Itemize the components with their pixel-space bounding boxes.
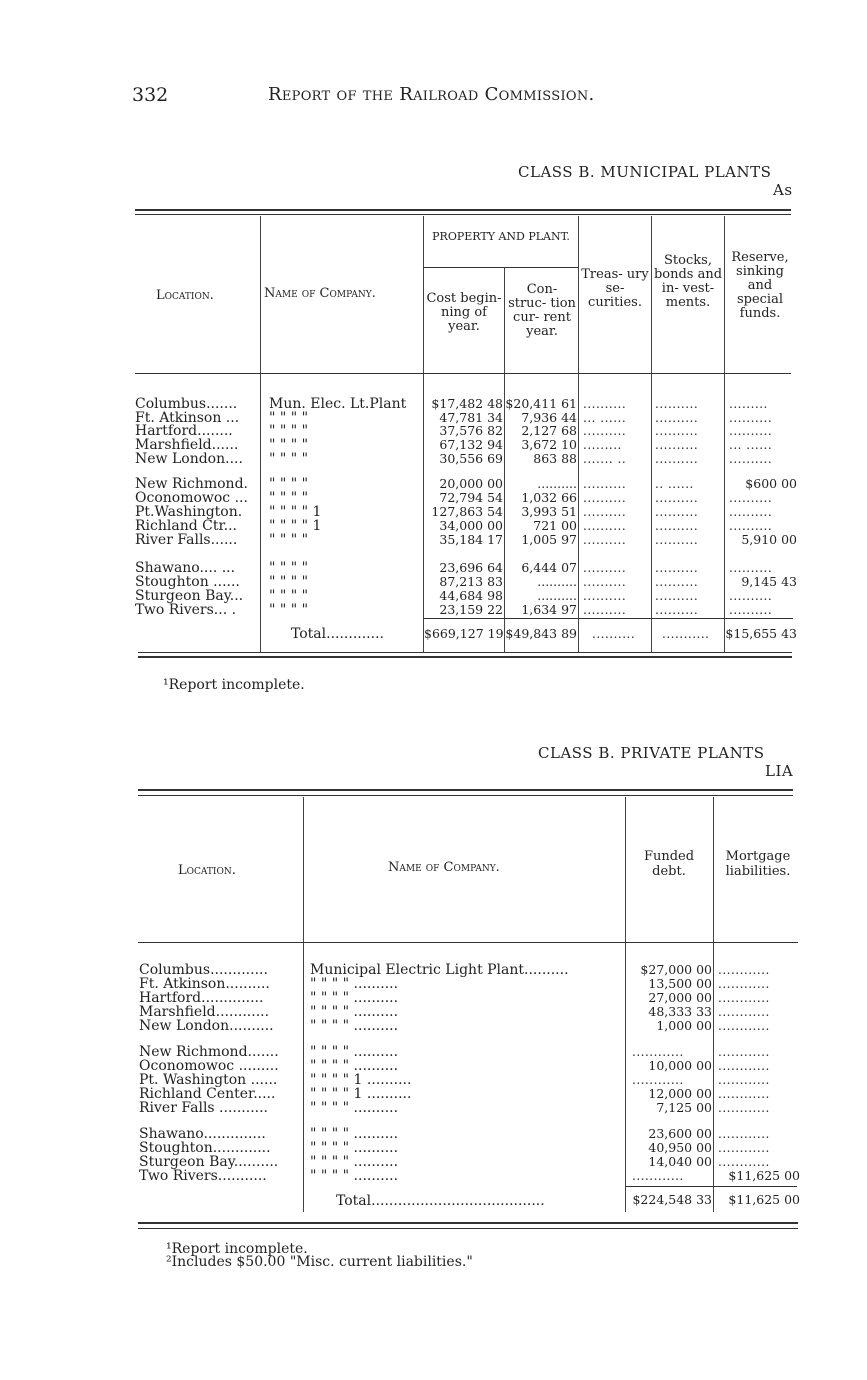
- table1-stocks-cell: ..........: [655, 519, 699, 533]
- table1-total-stocks: ...........: [662, 627, 710, 641]
- table2-mortgage-cell: ............: [718, 1059, 770, 1073]
- table2-funded-cell: 12,000 00: [648, 1086, 712, 1101]
- table1-company-cell: " " " ": [269, 451, 309, 467]
- table1-cost-cell: 34,000 00: [439, 518, 503, 533]
- table2-total-funded: $224,548 33: [632, 1192, 712, 1207]
- table2-mortgage-cell: ............: [718, 1005, 770, 1019]
- table1-cost-cell: 23,696 64: [439, 560, 503, 575]
- table1-treasury-cell: ..........: [583, 575, 627, 589]
- table1-treasury-cell: .........: [583, 438, 622, 452]
- table1-header-stocks: Stocks, bonds and in- vest- ments.: [653, 253, 723, 310]
- table1-total-label: Total.............: [291, 626, 384, 642]
- table2-company-cell: " " " " ..........: [310, 1168, 399, 1184]
- table2-location-cell: River Falls ...........: [139, 1100, 269, 1116]
- table1-treasury-cell: ..........: [583, 424, 627, 438]
- table2-total-rule: [625, 1186, 797, 1187]
- table1-company-cell: " " " ": [269, 410, 309, 426]
- table1-cost-cell: 72,794 54: [439, 490, 503, 505]
- table2-mortgage-cell: ............: [718, 1141, 770, 1155]
- table1-treasury-cell: ..........: [583, 397, 627, 411]
- table1-company-cell: " " " ": [269, 476, 309, 492]
- table1-header-reserve: Reserve, sinking and special funds.: [731, 250, 789, 321]
- table1-header-treasury: Treas- ury se- curities.: [581, 267, 649, 310]
- table1-treasury-cell: ..........: [583, 519, 627, 533]
- table1-location-cell: Marshfield......: [135, 437, 239, 453]
- table1-location-cell: Oconomowoc ...: [135, 490, 248, 506]
- table2-company-cell: " " " " ..........: [310, 1058, 399, 1074]
- table1-col-divider: [260, 216, 261, 652]
- table1-total-rule: [423, 618, 793, 619]
- table1-reserve-cell: ..........: [729, 589, 773, 603]
- table2-mortgage-cell: ............: [718, 1101, 770, 1115]
- table2-mortgage-cell: ............: [718, 1019, 770, 1033]
- table2-company-cell: Municipal Electric Light Plant..........: [310, 962, 569, 978]
- table2-company-cell: " " " " ..........: [310, 1154, 399, 1170]
- table1-company-cell: " " " " 1: [269, 504, 322, 520]
- table1-construction-cell: 863 88: [533, 451, 577, 466]
- table1-cost-cell: 87,213 83: [439, 574, 503, 589]
- table1-bottom-rule-thick: [138, 656, 792, 658]
- table2-funded-cell: 7,125 00: [656, 1100, 712, 1115]
- table1-location-cell: New Richmond.: [135, 476, 248, 492]
- table2-company-cell: " " " " 1 ..........: [310, 1086, 412, 1102]
- table1-stocks-cell: ..........: [655, 424, 699, 438]
- table1-header-location: Location.: [156, 288, 214, 303]
- table1-total-treasury: ..........: [592, 627, 636, 641]
- table2-class-sub: LIA: [765, 762, 794, 780]
- table2-location-cell: Hartford..............: [139, 990, 264, 1006]
- table2-mortgage-cell: ............: [718, 1155, 770, 1169]
- table2-location-cell: Marshfield............: [139, 1004, 270, 1020]
- table1-reserve-cell: ..........: [729, 505, 773, 519]
- table2-funded-cell: ............: [632, 1073, 684, 1087]
- table1-treasury-cell: ..........: [583, 491, 627, 505]
- table1-construction-cell: 1,005 97: [521, 532, 577, 547]
- table1-stocks-cell: ..........: [655, 561, 699, 575]
- table2-location-cell: Richland Center.....: [139, 1086, 276, 1102]
- table2-bottom-rule-thin: [138, 1228, 798, 1229]
- page-title: Report of the Railroad Commission.: [268, 84, 595, 105]
- table1-bottom-rule: [138, 652, 792, 653]
- table1-treasury-cell: ..........: [583, 505, 627, 519]
- table2-top-rule: [138, 789, 793, 791]
- table1-cost-cell: 37,576 82: [439, 423, 503, 438]
- table2-location-cell: Columbus.............: [139, 962, 268, 978]
- table2-header-funded: Funded debt.: [643, 849, 695, 879]
- table2-footnote-1: ¹Report incomplete.: [166, 1241, 308, 1257]
- table1-col-divider: [651, 216, 652, 652]
- table1-construction-cell: 7,936 44: [521, 410, 577, 425]
- table1-reserve-cell: 5,910 00: [741, 532, 797, 547]
- table1-total-cost: $669,127 19: [424, 626, 504, 641]
- table1-location-cell: Two Rivers... .: [135, 602, 237, 618]
- table2-funded-cell: ............: [632, 1045, 684, 1059]
- table1-header-company: Name of Company.: [264, 286, 376, 301]
- table2-company-cell: " " " " ..........: [310, 1100, 399, 1116]
- table2-company-cell: " " " " ..........: [310, 1018, 399, 1034]
- table1-construction-cell: 721 00: [533, 518, 577, 533]
- table1-company-cell: " " " ": [269, 437, 309, 453]
- table1-group-rule: [423, 267, 578, 268]
- table1-location-cell: Ft. Atkinson ...: [135, 410, 240, 426]
- table1-stocks-cell: ..........: [655, 452, 699, 466]
- table1-header-construction: Con- struc- tion cur- rent year.: [508, 282, 576, 339]
- table2-mortgage-cell: ............: [718, 963, 770, 977]
- table1-reserve-cell: .........: [729, 397, 768, 411]
- table2-class-line: CLASS B. PRIVATE PLANTS: [538, 744, 765, 762]
- table1-stocks-cell: .. ......: [655, 477, 694, 491]
- table1-cost-cell: 35,184 17: [439, 532, 503, 547]
- table2-top-rule-thin: [138, 795, 793, 796]
- table1-company-cell: " " " ": [269, 588, 309, 604]
- table1-stocks-cell: ..........: [655, 589, 699, 603]
- table1-construction-cell: ..........: [537, 476, 577, 491]
- table1-construction-cell: 3,672 10: [521, 437, 577, 452]
- table1-cost-cell: $17,482 48: [431, 396, 503, 411]
- table2-mortgage-cell: ............: [718, 1127, 770, 1141]
- table2-location-cell: Ft. Atkinson..........: [139, 976, 270, 992]
- table2-location-cell: New Richmond.......: [139, 1044, 279, 1060]
- page-number: 332: [132, 84, 169, 106]
- table2-location-cell: Pt. Washington ......: [139, 1072, 278, 1088]
- table1-location-cell: Columbus.......: [135, 396, 238, 412]
- table1-stocks-cell: ..........: [655, 411, 699, 425]
- table2-footnote-2: ²Includes $50.00 "Misc. current liabilities.": [166, 1254, 473, 1270]
- table1-construction-cell: 1,032 66: [521, 490, 577, 505]
- table1-construction-cell: ..........: [537, 574, 577, 589]
- table2-header-location: Location.: [178, 863, 236, 878]
- table1-reserve-cell: ... ......: [729, 438, 773, 452]
- table2-funded-cell: 14,040 00: [648, 1154, 712, 1169]
- table1-reserve-cell: ..........: [729, 411, 773, 425]
- table2-location-cell: Two Rivers...........: [139, 1168, 267, 1184]
- table1-class-line: CLASS B. MUNICIPAL PLANTS: [518, 163, 772, 181]
- table1-treasury-cell: ....... ..: [583, 452, 627, 466]
- table1-company-cell: " " " ": [269, 532, 309, 548]
- table1-construction-cell: 1,634 97: [521, 602, 577, 617]
- table2-mortgage-cell: ............: [718, 991, 770, 1005]
- table1-treasury-cell: ..........: [583, 589, 627, 603]
- table2-mortgage-cell: ............: [718, 977, 770, 991]
- table1-stocks-cell: ..........: [655, 505, 699, 519]
- table1-construction-cell: ..........: [537, 588, 577, 603]
- table1-reserve-cell: ..........: [729, 424, 773, 438]
- table1-treasury-cell: ..........: [583, 561, 627, 575]
- table1-top-rule-thin: [135, 214, 791, 215]
- table2-funded-cell: 48,333 33: [648, 1004, 712, 1019]
- table1-footnote: ¹Report incomplete.: [163, 677, 305, 693]
- table2-total-label: Total.......................................: [336, 1193, 545, 1209]
- table2-funded-cell: 1,000 00: [656, 1018, 712, 1033]
- table2-bottom-rule: [138, 1222, 798, 1224]
- table1-cost-cell: 127,863 54: [431, 504, 503, 519]
- table1-col-divider: [578, 216, 579, 652]
- table2-company-cell: " " " " ..........: [310, 1126, 399, 1142]
- table2-funded-cell: 10,000 00: [648, 1058, 712, 1073]
- table1-header-property: PROPERTY AND PLANT.: [432, 230, 570, 243]
- table2-company-cell: " " " " ..........: [310, 990, 399, 1006]
- table1-cost-cell: 44,684 98: [439, 588, 503, 603]
- table1-company-cell: " " " ": [269, 602, 309, 618]
- table2-mortgage-cell: ............: [718, 1087, 770, 1101]
- table1-location-cell: Hartford........: [135, 423, 233, 439]
- table1-reserve-cell: ..........: [729, 519, 773, 533]
- table1-location-cell: Pt.Washington.: [135, 504, 243, 520]
- table1-treasury-cell: ..........: [583, 603, 627, 617]
- table1-treasury-cell: ... ......: [583, 411, 627, 425]
- table1-top-rule: [135, 209, 791, 211]
- table1-construction-cell: 2,127 68: [521, 423, 577, 438]
- table2-col-divider: [713, 797, 714, 1212]
- table1-company-cell: " " " ": [269, 423, 309, 439]
- table1-stocks-cell: ..........: [655, 603, 699, 617]
- table1-cost-cell: 20,000 00: [439, 476, 503, 491]
- table2-funded-cell: 27,000 00: [648, 990, 712, 1005]
- table1-total-construction: $49,843 89: [505, 626, 577, 641]
- table1-company-cell: Mun. Elec. Lt.Plant: [269, 396, 407, 412]
- table2-funded-cell: 40,950 00: [648, 1140, 712, 1155]
- table2-header-mortgage: Mortgage liabilities.: [725, 849, 791, 879]
- table1-location-cell: Stoughton ......: [135, 574, 240, 590]
- table1-construction-cell: 6,444 07: [521, 560, 577, 575]
- table2-mortgage-cell: ............: [718, 1073, 770, 1087]
- table2-company-cell: " " " " 1 ..........: [310, 1072, 412, 1088]
- table1-location-cell: River Falls......: [135, 532, 238, 548]
- table1-reserve-cell: ..........: [729, 491, 773, 505]
- table2-funded-cell: 23,600 00: [648, 1126, 712, 1141]
- table1-cost-cell: 47,781 34: [439, 410, 503, 425]
- table2-header-rule: [138, 942, 798, 943]
- table2-company-cell: " " " " ..........: [310, 976, 399, 992]
- table2-location-cell: Stoughton.............: [139, 1140, 271, 1156]
- table1-reserve-cell: $600 00: [745, 476, 797, 491]
- table1-stocks-cell: ..........: [655, 491, 699, 505]
- table1-reserve-cell: 9,145 43: [741, 574, 797, 589]
- table2-location-cell: Shawano..............: [139, 1126, 266, 1142]
- table1-stocks-cell: ..........: [655, 575, 699, 589]
- table2-location-cell: Sturgeon Bay..........: [139, 1154, 279, 1170]
- table1-stocks-cell: ..........: [655, 397, 699, 411]
- table2-mortgage-cell: $11,625 00: [728, 1168, 800, 1183]
- table1-header-cost: Cost begin- ning of year.: [426, 291, 502, 334]
- table1-total-reserve: $15,655 43: [725, 626, 797, 641]
- table1-location-cell: New London....: [135, 451, 243, 467]
- table1-location-cell: Richland Ctr...: [135, 518, 237, 534]
- table1-treasury-cell: ..........: [583, 533, 627, 547]
- table2-company-cell: " " " " ..........: [310, 1044, 399, 1060]
- table2-col-divider: [303, 797, 304, 1212]
- table2-location-cell: New London..........: [139, 1018, 274, 1034]
- table1-reserve-cell: ..........: [729, 603, 773, 617]
- table1-company-cell: " " " ": [269, 574, 309, 590]
- table1-construction-cell: $20,411 61: [505, 396, 577, 411]
- table1-stocks-cell: ..........: [655, 438, 699, 452]
- table2-total-mortgage: $11,625 00: [728, 1192, 800, 1207]
- table1-class-sub: As: [773, 181, 793, 199]
- table2-funded-cell: $27,000 00: [640, 962, 712, 977]
- table1-stocks-cell: ..........: [655, 533, 699, 547]
- table1-reserve-cell: ..........: [729, 452, 773, 466]
- table1-header-rule: [135, 373, 791, 374]
- table1-cost-cell: 67,132 94: [439, 437, 503, 452]
- table1-cost-cell: 23,159 22: [439, 602, 503, 617]
- table2-header-company: Name of Company.: [388, 860, 500, 875]
- table2-company-cell: " " " " ..........: [310, 1004, 399, 1020]
- table1-company-cell: " " " ": [269, 560, 309, 576]
- table1-reserve-cell: ..........: [729, 561, 773, 575]
- table2-location-cell: Oconomowoc .........: [139, 1058, 279, 1074]
- table1-construction-cell: 3,993 51: [521, 504, 577, 519]
- table2-mortgage-cell: ............: [718, 1045, 770, 1059]
- table2-funded-cell: 13,500 00: [648, 976, 712, 991]
- table1-company-cell: " " " ": [269, 490, 309, 506]
- table1-location-cell: Sturgeon Bay...: [135, 588, 244, 604]
- table1-treasury-cell: ..........: [583, 477, 627, 491]
- table2-company-cell: " " " " ..........: [310, 1140, 399, 1156]
- table1-location-cell: Shawano.... ...: [135, 560, 236, 576]
- table1-cost-cell: 30,556 69: [439, 451, 503, 466]
- table2-funded-cell: ............: [632, 1169, 684, 1183]
- table1-company-cell: " " " " 1: [269, 518, 322, 534]
